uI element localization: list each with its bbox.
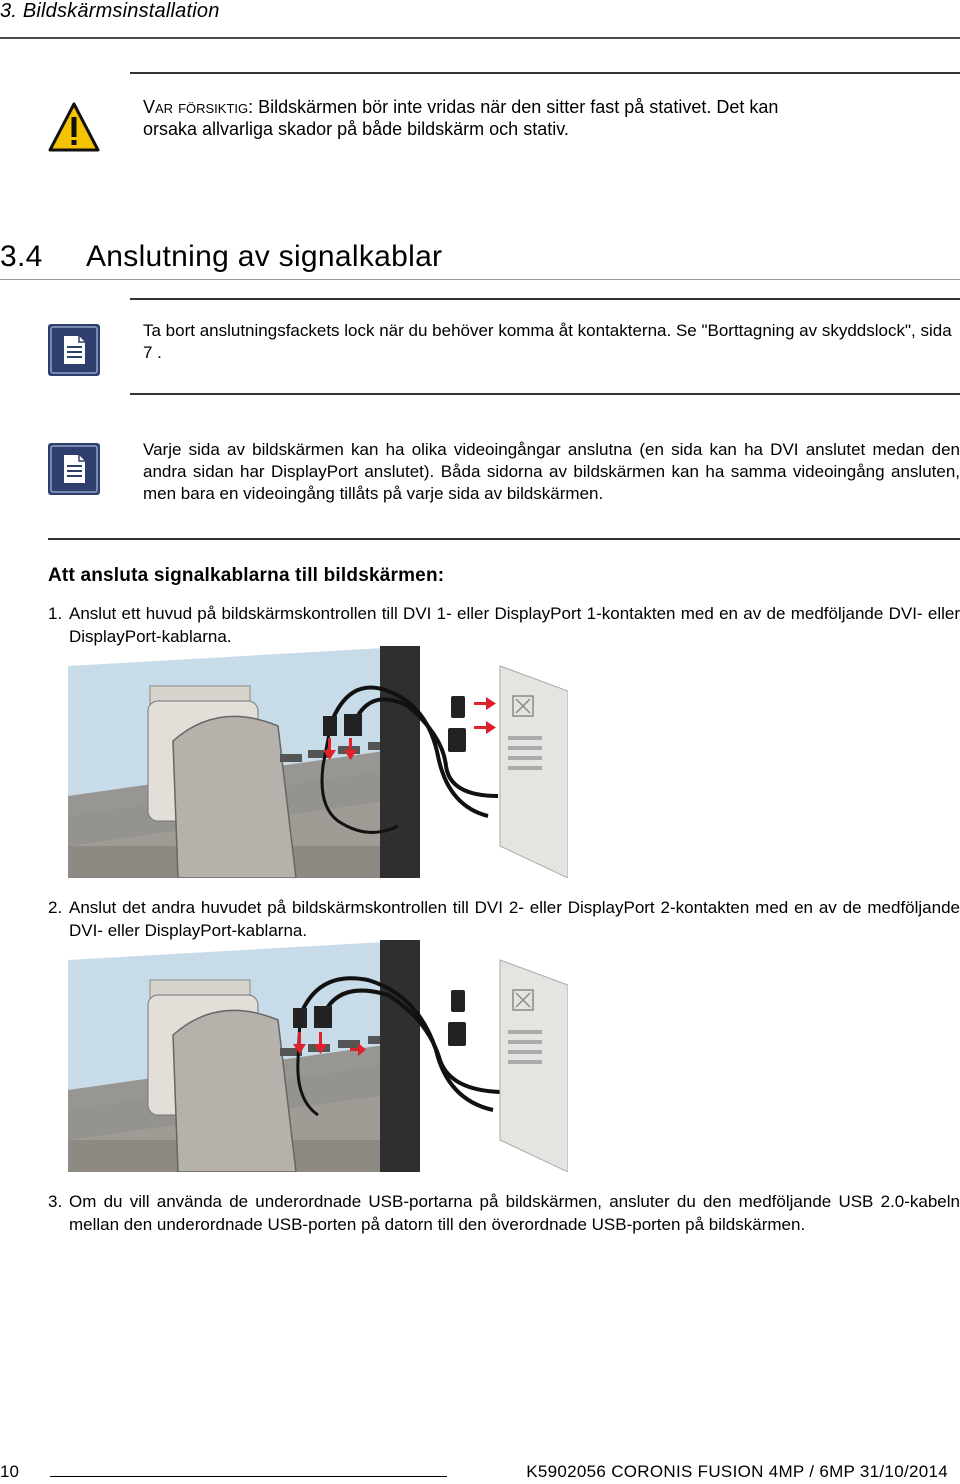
section-heading xyxy=(0,240,442,274)
note2-top-rule xyxy=(130,393,960,395)
chapter-title: 3. Bildskärmsinstallation xyxy=(0,0,220,22)
step-1: 1. Anslut ett huvud på bildskärmskontrollen till DVI 1- eller DisplayPort 1-kontakten med en av de medföljande DVI- eller DisplayPort-kablarna. xyxy=(48,604,960,646)
procedure-title: Att ansluta signalkablarna till bildskärmen: xyxy=(48,565,445,586)
document-id: K5902056 CORONIS FUSION 4MP / 6MP 31/10/2014 xyxy=(526,1462,948,1481)
note2-text: Varje sida av bildskärmen kan ha olika videoingångar anslutna (en sida kan ha DVI anslutet medan den andra sidan har DisplayPort anslutet). Båda sidorna av bildskärmen kan ha samma videoingång ansluten, men bara en videoingång tillåts på varje sida av bildskärmen. xyxy=(143,440,960,503)
section-title: Anslutning av signalkablar xyxy=(86,240,443,273)
note1-top-rule xyxy=(130,298,960,300)
connection-illustration-2 xyxy=(68,940,568,1172)
footer-rule xyxy=(50,1476,447,1477)
note1-text: Ta bort anslutningsfackets lock när du behöver komma åt kontakterna. Se "Borttagning av skyddslock", sida 7 . xyxy=(143,321,952,362)
caution-top-rule xyxy=(130,72,960,74)
procedure-rule xyxy=(48,538,960,540)
step-2: 2. Anslut det andra huvudet på bildskärmskontrollen till DVI 2- eller DisplayPort 2-kontakten med en av de medföljande DVI- eller DisplayPort-kablarna. xyxy=(48,898,960,940)
step-3: 3. Om du vill använda de underordnade USB-portarna på bildskärmen, ansluter du den medföljande USB 2.0-kabeln mellan den underordnade USB-porten på datorn till den överordnade USB-porten på bildskärmen. xyxy=(48,1192,960,1234)
note-icon xyxy=(48,443,100,495)
connection-illustration-1 xyxy=(68,646,568,878)
note-icon xyxy=(48,324,100,376)
page-number: 10 xyxy=(0,1462,19,1481)
caution-label: Var försiktig xyxy=(143,97,249,117)
section-number: 3.4 xyxy=(0,240,43,273)
caution-text: Var försiktig: Bildskärmen bör inte vridas när den sitter fast på stativet. Det kan orsaka allvarliga skador på både bildskärm och stativ. xyxy=(143,97,779,139)
chapter-rule xyxy=(0,37,960,39)
section-rule xyxy=(0,279,960,280)
warning-triangle-icon xyxy=(48,102,100,154)
